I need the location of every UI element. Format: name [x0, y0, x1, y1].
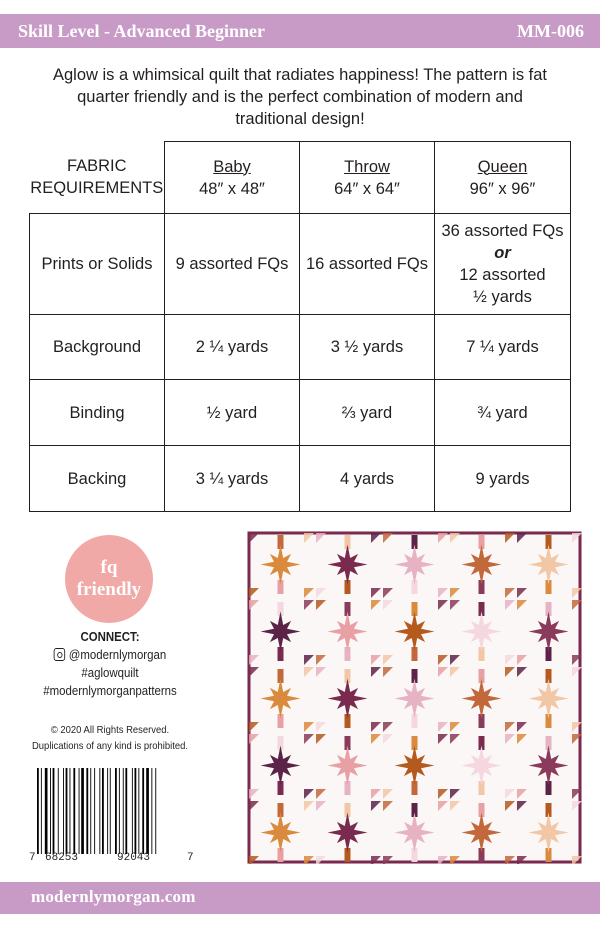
queen-line-2: 12 assorted	[459, 266, 546, 284]
pattern-code: MM-006	[517, 21, 584, 41]
size-name: Baby	[213, 157, 251, 176]
size-dims: 96″ x 96″	[469, 179, 536, 198]
row-label: Background	[30, 315, 165, 380]
copyright-text: © 2020 All Rights Reserved.	[50, 724, 170, 736]
barcode-digit-group-2: 92043	[117, 852, 151, 864]
corner-line-1: FABRIC	[66, 157, 127, 176]
queen-line-1: 36 assorted FQs	[441, 222, 564, 240]
instagram-icon	[54, 648, 65, 661]
barcode-digit-1: 7	[29, 852, 36, 864]
cell-queen	[435, 214, 571, 315]
table-corner-label	[30, 142, 165, 214]
badge-line-1: fq	[100, 557, 118, 578]
cell-queen: ¾ yard	[435, 380, 571, 446]
cell-throw: 3 ½ yards	[300, 315, 435, 380]
badge-line-2: friendly	[76, 579, 142, 600]
barcode-digit-2: 7	[187, 852, 194, 864]
header-bar	[0, 14, 600, 48]
cell-baby: 9 assorted FQs	[165, 214, 300, 315]
queen-or: or	[494, 244, 511, 262]
size-dims: 64″ x 64″	[334, 179, 400, 198]
table-header-row	[30, 142, 571, 214]
size-header-baby	[165, 142, 300, 214]
cell-baby: 2 ¼ yards	[165, 315, 300, 380]
quilt-photo	[247, 531, 582, 864]
website-link[interactable]: modernlymorgan.com	[31, 887, 196, 906]
connect-heading: CONNECT:	[80, 629, 140, 644]
duplication-notice: Duplications of any kind is prohibited.	[31, 740, 189, 752]
cell-baby: ½ yard	[165, 380, 300, 446]
barcode-digit-group-1: 68253	[45, 852, 79, 864]
size-dims: 48″ x 48″	[199, 179, 265, 198]
cell-queen: 9 yards	[435, 446, 571, 512]
row-label: Binding	[30, 380, 165, 446]
size-name: Queen	[477, 157, 528, 176]
barcode-number	[29, 852, 195, 866]
cell-queen: 7 ¼ yards	[435, 315, 571, 380]
skill-level: Skill Level - Advanced Beginner	[18, 21, 266, 41]
table-row	[30, 214, 571, 315]
size-name: Throw	[344, 157, 390, 176]
instagram-handle: @modernlymorgan	[68, 647, 167, 662]
hashtag-quilt: #aglowquilt	[81, 665, 139, 680]
size-header-queen	[435, 142, 571, 214]
cell-baby: 3 ¼ yards	[165, 446, 300, 512]
table-row	[30, 380, 571, 446]
footer-bar	[0, 882, 600, 914]
intro-text: Aglow is a whimsical quilt that radiates happiness! The pattern is fat quarter friendly and is the perfect combination of modern and traditional design!	[52, 66, 548, 128]
row-label: Backing	[30, 446, 165, 512]
cell-throw: 16 assorted FQs	[300, 214, 435, 315]
row-label: Prints or Solids	[30, 214, 165, 315]
instagram-handle-row	[31, 646, 189, 664]
table-row	[30, 446, 571, 512]
cell-throw: 4 yards	[300, 446, 435, 512]
fabric-requirements-table	[29, 141, 571, 512]
corner-line-2: REQUIREMENTS	[30, 179, 164, 198]
cell-throw: ⅔ yard	[300, 380, 435, 446]
connect-section	[31, 628, 189, 700]
barcode	[29, 768, 195, 862]
queen-line-3: ½ yards	[473, 288, 532, 306]
size-header-throw	[300, 142, 435, 214]
legal-notice	[20, 722, 200, 754]
hashtag-patterns: #modernlymorganpatterns	[43, 683, 177, 698]
table-row	[30, 315, 571, 380]
fq-friendly-badge	[65, 535, 153, 623]
